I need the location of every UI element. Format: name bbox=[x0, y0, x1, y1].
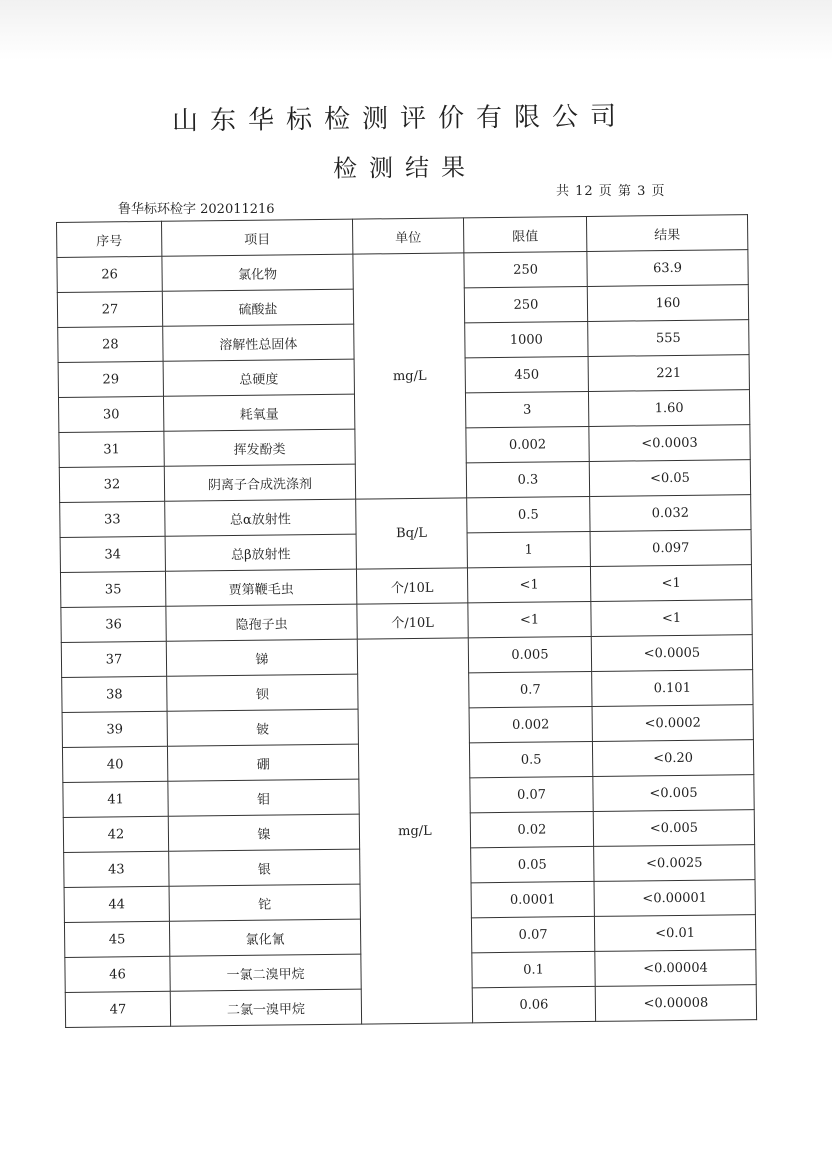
page-info: 共 12 页 第 3 页 bbox=[556, 184, 666, 199]
row-number: 36 bbox=[61, 606, 166, 642]
row-limit: 0.07 bbox=[471, 916, 594, 952]
company-title: 山东华标检测评价有限公司 bbox=[171, 101, 629, 137]
row-number: 34 bbox=[60, 536, 165, 572]
row-item: 钼 bbox=[168, 779, 359, 816]
row-item: 硫酸盐 bbox=[162, 289, 353, 326]
row-result: <0.05 bbox=[589, 460, 750, 497]
row-item: 银 bbox=[169, 849, 360, 886]
report-number: 鲁华标环检字 202011216 bbox=[118, 202, 275, 217]
header-item: 项目 bbox=[161, 219, 352, 256]
row-limit: 0.005 bbox=[468, 636, 591, 672]
row-limit: 1 bbox=[467, 531, 590, 567]
row-number: 44 bbox=[64, 886, 169, 922]
row-limit: 0.002 bbox=[469, 706, 592, 742]
unit-cell: mg/L bbox=[357, 638, 472, 1024]
row-number: 26 bbox=[57, 256, 162, 292]
row-limit: 0.05 bbox=[471, 846, 594, 882]
row-number: 37 bbox=[61, 641, 166, 677]
row-limit: 0.02 bbox=[470, 811, 593, 847]
row-number: 38 bbox=[62, 676, 167, 712]
row-limit: 1000 bbox=[465, 321, 588, 357]
row-item: 氯化氰 bbox=[169, 919, 360, 956]
row-item: 钡 bbox=[167, 674, 358, 711]
row-result: <0.00008 bbox=[595, 985, 756, 1022]
row-limit: 450 bbox=[465, 356, 588, 392]
row-result: <0.01 bbox=[594, 915, 755, 952]
row-number: 45 bbox=[64, 921, 169, 957]
row-item: 溶解性总固体 bbox=[163, 324, 354, 361]
row-number: 41 bbox=[63, 781, 168, 817]
unit-cell: mg/L bbox=[353, 253, 467, 499]
row-result: <0.00004 bbox=[595, 950, 756, 987]
row-result: 1.60 bbox=[588, 390, 749, 427]
row-result: <0.005 bbox=[593, 775, 754, 812]
unit-cell: 个/10L bbox=[357, 603, 468, 639]
row-limit: 0.06 bbox=[472, 986, 595, 1022]
unit-cell: 个/10L bbox=[356, 568, 467, 604]
row-item: 氯化物 bbox=[162, 254, 353, 291]
header-unit: 单位 bbox=[352, 218, 463, 254]
row-limit: 0.0001 bbox=[471, 881, 594, 917]
row-item: 铊 bbox=[169, 884, 360, 921]
row-item: 阴离子合成洗涤剂 bbox=[164, 464, 355, 501]
row-result: <0.0005 bbox=[591, 635, 752, 672]
row-item: 锑 bbox=[166, 639, 357, 676]
row-item: 镍 bbox=[168, 814, 359, 851]
row-item: 隐孢子虫 bbox=[166, 604, 357, 641]
row-limit: 0.3 bbox=[466, 461, 589, 497]
row-number: 40 bbox=[62, 746, 167, 782]
row-number: 32 bbox=[59, 466, 164, 502]
row-item: 二氯一溴甲烷 bbox=[170, 989, 361, 1026]
row-result: <0.005 bbox=[593, 810, 754, 847]
row-number: 35 bbox=[60, 571, 165, 607]
row-item: 一氯二溴甲烷 bbox=[170, 954, 361, 991]
row-number: 29 bbox=[58, 361, 163, 397]
row-result: <1 bbox=[590, 565, 751, 602]
row-item: 总硬度 bbox=[163, 359, 354, 396]
row-number: 30 bbox=[58, 396, 163, 432]
row-result: <0.0025 bbox=[594, 845, 755, 882]
row-number: 39 bbox=[62, 711, 167, 747]
row-result: <0.20 bbox=[592, 740, 753, 777]
row-item: 贾第鞭毛虫 bbox=[165, 569, 356, 606]
row-limit: 250 bbox=[464, 251, 587, 287]
row-number: 42 bbox=[63, 816, 168, 852]
row-number: 31 bbox=[59, 431, 164, 467]
header-limit: 限值 bbox=[463, 216, 586, 252]
row-item: 硼 bbox=[167, 744, 358, 781]
scan-edge bbox=[0, 0, 832, 60]
results-table bbox=[56, 214, 757, 1028]
row-result: <1 bbox=[591, 600, 752, 637]
row-result: 555 bbox=[588, 320, 749, 357]
row-limit: 0.002 bbox=[466, 426, 589, 462]
row-result: 63.9 bbox=[587, 250, 748, 287]
row-item: 耗氧量 bbox=[163, 394, 354, 431]
row-item: 挥发酚类 bbox=[164, 429, 355, 466]
row-limit: 0.1 bbox=[472, 951, 595, 987]
header-number: 序号 bbox=[57, 221, 162, 257]
row-number: 27 bbox=[57, 291, 162, 327]
row-limit: 0.07 bbox=[470, 776, 593, 812]
row-limit: 3 bbox=[465, 391, 588, 427]
results-table-wrapper bbox=[56, 214, 765, 1028]
row-item: 总β放射性 bbox=[165, 534, 356, 571]
row-number: 46 bbox=[65, 956, 170, 992]
document-title: 检测结果 bbox=[332, 153, 478, 183]
row-limit: 0.7 bbox=[469, 671, 592, 707]
row-result: <0.0002 bbox=[592, 705, 753, 742]
row-limit: 250 bbox=[464, 286, 587, 322]
row-limit: <1 bbox=[467, 566, 590, 602]
unit-cell: Bq/L bbox=[356, 498, 468, 569]
row-limit: 0.5 bbox=[469, 741, 592, 777]
row-number: 28 bbox=[58, 326, 163, 362]
row-result: <0.00001 bbox=[594, 880, 755, 917]
row-number: 33 bbox=[60, 501, 165, 537]
row-result: 221 bbox=[588, 355, 749, 392]
row-item: 总α放射性 bbox=[165, 499, 356, 536]
row-result: <0.0003 bbox=[589, 425, 750, 462]
row-result: 0.097 bbox=[590, 530, 751, 567]
row-result: 160 bbox=[587, 285, 748, 322]
row-item: 铍 bbox=[167, 709, 358, 746]
row-number: 47 bbox=[65, 991, 170, 1027]
row-limit: 0.5 bbox=[467, 496, 590, 532]
row-number: 43 bbox=[64, 851, 169, 887]
row-limit: <1 bbox=[468, 601, 591, 637]
row-result: 0.101 bbox=[592, 670, 753, 707]
header-result: 结果 bbox=[586, 215, 747, 252]
row-result: 0.032 bbox=[590, 495, 751, 532]
